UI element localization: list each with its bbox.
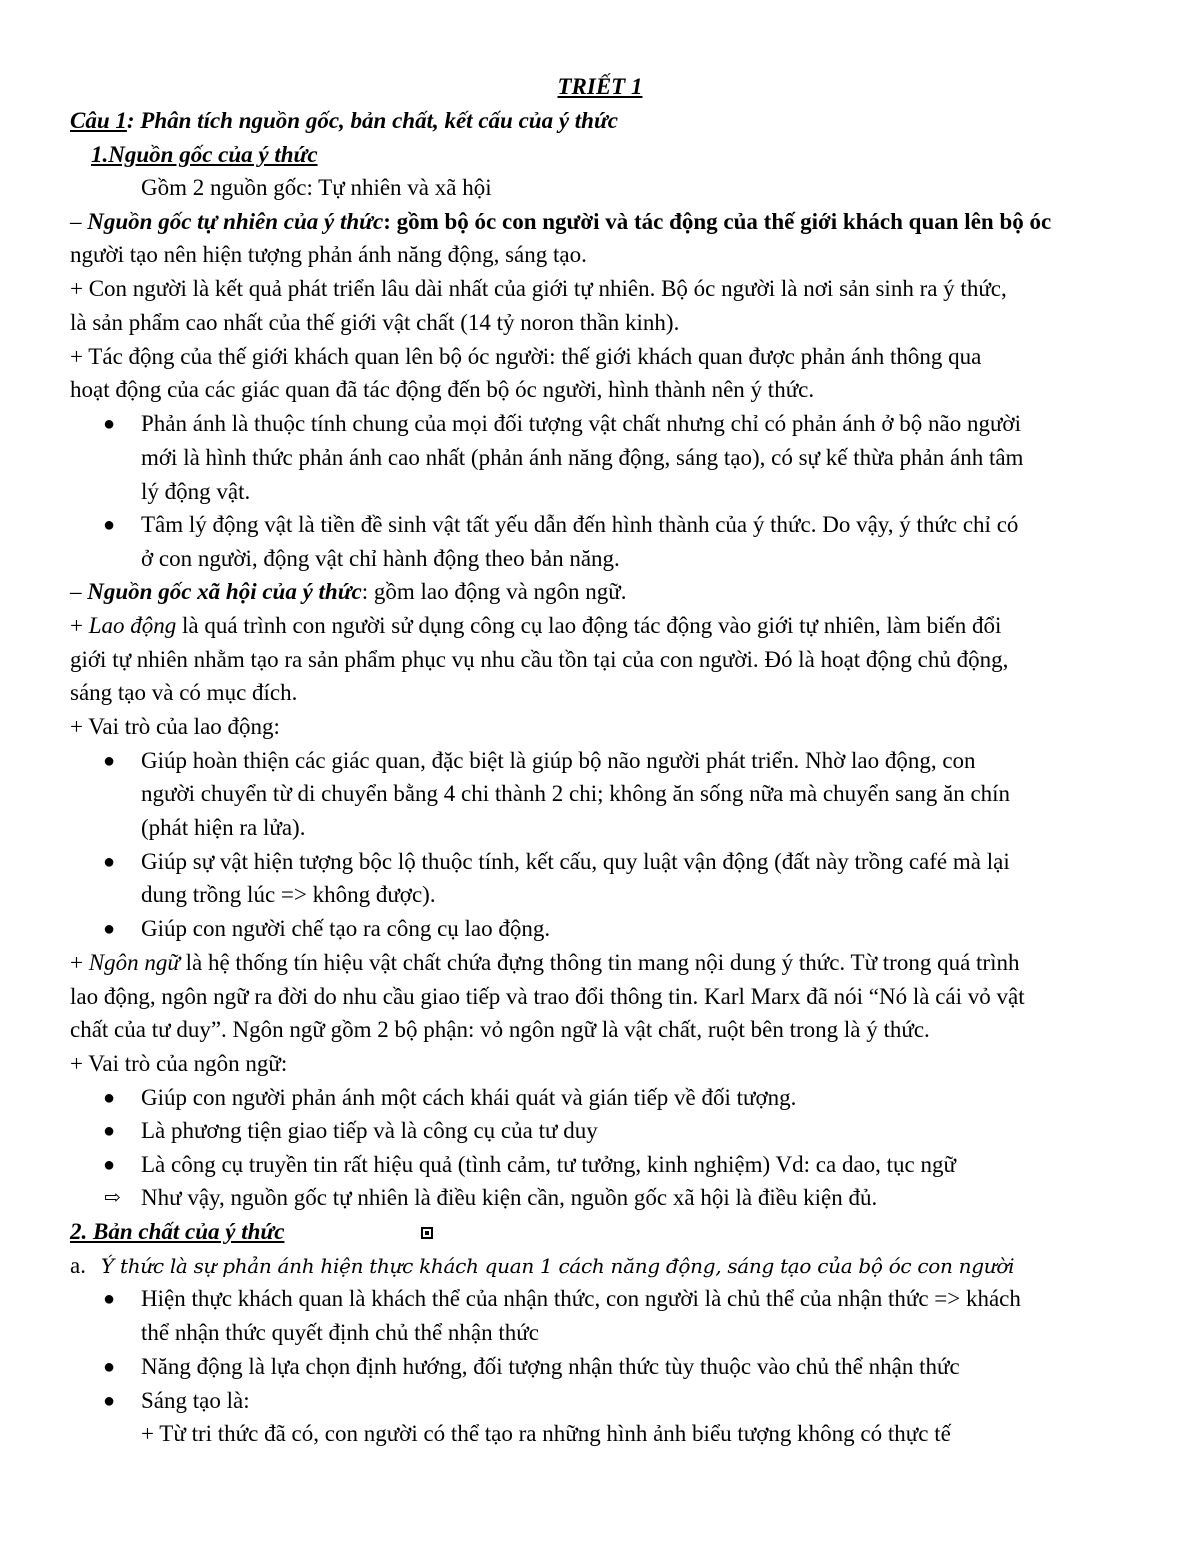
bullet-dot-icon: ● [103,851,116,873]
page-title: TRIẾT 1 [557,74,643,99]
labor-prefix: + [70,613,89,638]
essence-bullet1-line2: thể nhận thức quyết định chủ thể nhận thức [141,1320,539,1345]
natural-bullet2-line2: ở con người, động vật chỉ hành động theo bản năng. [141,546,620,571]
section2-heading: 2. Bản chất của ý thức [70,1219,285,1244]
origin-conclusion: Như vậy, nguồn gốc tự nhiên là điều kiện cần, nguồn gốc xã hội là điều kiện đủ. [141,1185,878,1210]
labor-text: là quá trình con người sử dụng công cụ lao động tác động vào giới tự nhiên, làm biến đổi [176,613,1002,638]
natural-point2-line2: hoạt động của các giác quan đã tác động đến bộ óc người, hình thành nên ý thức. [70,377,815,402]
labor-line3: sáng tạo và có mục đích. [70,680,298,705]
natural-bullet1-line1: Phản ánh là thuộc tính chung của mọi đối tượng vật chất nhưng chỉ có phản ánh ở bộ não người [141,411,1021,436]
labor-bullet1-line1: Giúp hoàn thiện các giác quan, đặc biệt là giúp bộ não người phát triển. Nhờ lao động, con [141,748,976,773]
social-origin-text: : gồm lao động và ngôn ngữ. [361,579,627,604]
social-origin-label: Nguồn gốc xã hội của ý thức [87,579,362,604]
essence-bullet1-line1: Hiện thực khách quan là khách thể của nhận thức, con người là chủ thể của nhận thức => khách [141,1286,1021,1311]
labor-role-heading: + Vai trò của lao động: [70,714,280,739]
social-origin-line [70,577,627,607]
essence-bullet3-line1: Sáng tạo là: [141,1388,250,1413]
essence-item-a [70,1251,1015,1281]
language-bullet2: Là phương tiện giao tiếp và là công cụ của tư duy [141,1118,598,1143]
language-bullet3: Là công cụ truyền tin rất hiệu quả (tình cảm, tư tưởng, kinh nghiệm) Vd: ca dao, tục ngữ [141,1152,956,1177]
labor-bullet3-line1: Giúp con người chế tạo ra công cụ lao động. [141,916,551,941]
creative-sub-point: + Từ tri thức đã có, con người có thể tạo ra những hình ảnh biểu tượng không có thực tế [141,1421,951,1446]
bullet-dot-icon: ● [103,413,116,435]
natural-bullet2-line1: Tâm lý động vật là tiền đề sinh vật tất yếu dẫn đến hình thành của ý thức. Do vậy, ý thức chỉ có [141,512,1019,537]
bullet-dot-icon: ● [103,1087,116,1109]
natural-point1-line2: là sản phẩm cao nhất của thế giới vật chất (14 tỷ noron thần kinh). [70,310,680,335]
labor-line1 [70,611,1001,641]
language-line3: chất của tư duy”. Ngôn ngữ gồm 2 bộ phận: vỏ ngôn ngữ là vật chất, ruột bên trong là ý thức. [70,1017,930,1042]
question-heading [70,106,618,136]
dash: – [70,579,88,604]
labor-term: Lao động [88,613,177,638]
labor-bullet2-line2: dung trồng lúc => không được). [141,882,436,907]
section1-heading: 1.Nguồn gốc của ý thức [91,142,318,167]
natural-origin-text: : gồm bộ óc con người và tác động của thế giới khách quan lên bộ óc [383,209,1052,234]
square-anchor-icon [421,1227,433,1239]
language-prefix: + [70,950,89,975]
labor-line2: giới tự nhiên nhằm tạo ra sản phẩm phục vụ nhu cầu tồn tại của con người. Đó là hoạt động chủ động, [70,647,1009,672]
bullet-dot-icon: ● [103,1120,116,1142]
labor-bullet2-line1: Giúp sự vật hiện tượng bộc lộ thuộc tính, kết cấu, quy luật vận động (đất này trồng café mà lại [141,849,1010,874]
bullet-dot-icon: ● [103,750,116,772]
natural-point2-line1: + Tác động của thế giới khách quan lên bộ óc người: thế giới khách quan được phản ánh thông qua [70,344,982,369]
bullet-dot-icon: ● [103,514,116,536]
natural-bullet1-line3: lý động vật. [141,479,251,504]
language-bullet1: Giúp con người phản ánh một cách khái quát và gián tiếp về đối tượng. [141,1085,797,1110]
natural-bullet1-line2: mới là hình thức phản ánh cao nhất (phản ánh năng động, sáng tạo), có sự kế thừa phản ánh tâm [141,445,1024,470]
labor-bullet1-line2: người chuyển từ di chuyển bằng 4 chi thành 2 chi; không ăn sống nữa mà chuyển sang ăn chín [141,781,1011,806]
language-term: Ngôn ngữ [88,950,180,975]
language-line1 [70,948,1019,978]
item-a-label: a. [70,1253,86,1278]
language-text: là hệ thống tín hiệu vật chất chứa đựng thông tin mang nội dung ý thức. Từ trong quá trình [179,950,1020,975]
dash: – [70,209,88,234]
essence-bullet2-line1: Năng động là lựa chọn định hướng, đối tượng nhận thức tùy thuộc vào chủ thể nhận thức [141,1354,960,1379]
hollow-arrow-icon: ⇨ [104,1187,121,1209]
natural-point1-line1: + Con người là kết quả phát triển lâu dài nhất của giới tự nhiên. Bộ óc người là nơi sản sinh ra ý thức, [70,276,1007,301]
language-role-heading: + Vai trò của ngôn ngữ: [70,1051,288,1076]
question-label: Câu 1 [70,108,127,133]
natural-origin-label: Nguồn gốc tự nhiên của ý thức [87,209,384,234]
bullet-dot-icon: ● [103,1288,116,1310]
bullet-dot-icon: ● [103,1390,116,1412]
section1-intro: Gồm 2 nguồn gốc: Tự nhiên và xã hội [141,175,492,200]
natural-origin-line2: người tạo nên hiện tượng phản ánh năng động, sáng tạo. [70,242,587,267]
item-a-text: Ý thức là sự phản ánh hiện thực khách quan 1 cách năng động, sáng tạo của bộ óc con người [101,1254,1015,1278]
language-line2: lao động, ngôn ngữ ra đời do nhu cầu giao tiếp và trao đổi thông tin. Karl Marx đã nói “Nó là cái vỏ vật [70,984,1025,1009]
natural-origin-line1 [70,207,1051,237]
bullet-dot-icon: ● [103,1356,116,1378]
question-text: : Phân tích nguồn gốc, bản chất, kết cấu của ý thức [126,108,618,133]
bullet-dot-icon: ● [103,1154,116,1176]
bullet-dot-icon: ● [103,918,116,940]
labor-bullet1-line3: (phát hiện ra lửa). [141,815,306,840]
